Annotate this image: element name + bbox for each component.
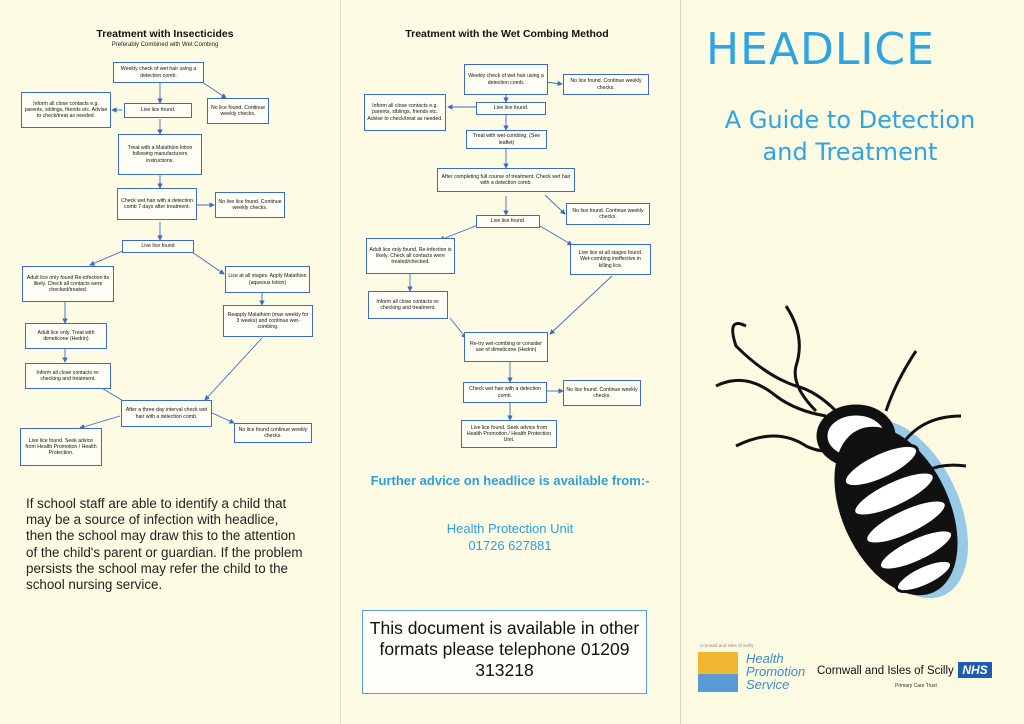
- left-box-seek-advice: Live lice found. Seek advice from Health Promotion / Health Protection.: [20, 428, 102, 466]
- left-box-inform-close: Inform all close contacts e.g. parents, siblings, friends etc. Advise to check/treat as needed.: [21, 92, 111, 128]
- left-box-three-day-check: After a three-day interval check wet hair with a detection comb.: [121, 400, 212, 427]
- mid-box-lice-all-stages: Live lice at all stages found. Wet-combing ineffective in killing lice.: [570, 244, 651, 275]
- left-box-reapply-malathion: Reapply Malathion (max weekly for 3 weeks) and continue wet-combing.: [223, 305, 313, 337]
- mid-box-no-lice-3: No lice found. Continue weekly checks.: [563, 380, 641, 406]
- mid-box-after-course: After completing full course of treatment. Check wet hair with a detection comb.: [437, 168, 575, 192]
- left-box-treat-malathion: Treat with a Malathion lotion following manufacturers instructions.: [118, 134, 202, 175]
- health-promotion-logo: [698, 652, 738, 692]
- left-box-live-lice-found-2: Live lice found: [122, 240, 194, 253]
- left-box-live-lice-found: Live lice found.: [124, 103, 192, 118]
- hpu-name: Health Protection Unit: [446, 521, 574, 536]
- mid-box-weekly-check: Weekly check of wet hair using a detection comb.: [464, 64, 548, 95]
- left-box-adult-lice-reinfection: Adult lice only found Re-infection its likely. Check all contacts were checked/treated.: [22, 266, 114, 302]
- health-promotion-service-name: Health Promotion Service: [746, 651, 806, 692]
- left-box-check-wet-hair: Check wet hair with a detection comb 7 days after treatment.: [117, 188, 197, 220]
- left-box-no-live-lice: No live lice found. Continue weekly checks.: [215, 192, 285, 218]
- hps-logo-caption: Cornwall and Isles of Scilly: [700, 643, 754, 648]
- nhs-logo: NHS: [958, 662, 992, 678]
- cover-subtitle: A Guide to Detection and Treatment: [724, 106, 976, 166]
- insecticide-title: Treatment with Insecticides: [96, 28, 234, 40]
- mid-box-no-lice-2: No lice found. Continue weekly checks.: [566, 203, 650, 225]
- hpu-phone: 01726 627881: [468, 538, 552, 553]
- trust-name: Cornwall and Isles of Scilly: [817, 665, 954, 677]
- mid-box-live-lice-found-2: Live lice found.: [476, 215, 540, 228]
- cover-title: HEADLICE: [706, 24, 935, 75]
- mid-box-adult-lice-only: Adult lice only found. Re-infection is likely. Check all contacts were treated/checked.: [366, 238, 455, 274]
- mid-box-retry: Re-try wet-combing or consider use of dimeticone (Hedrin): [464, 332, 548, 362]
- further-advice-heading: Further advice on headlice is available from:-: [370, 473, 650, 488]
- left-box-lice-all-stages: Lice at all stages. Apply Malathion (aqueous lotion): [225, 266, 310, 293]
- mid-box-check-wet-hair: Check wet hair with a detection comb.: [463, 382, 547, 403]
- mid-box-no-lice-1: No lice found. Continue weekly checks.: [563, 74, 649, 95]
- left-box-no-lice-continue: No lice found continue weekly checks.: [234, 423, 312, 443]
- mid-box-treat-wet-combing: Treat with wet-combing. (See leaflet): [466, 130, 547, 149]
- hpu-contact: [360, 520, 660, 554]
- left-box-adult-lice-dimeticone: Adult lice only. Treat with dimeticone (Hedrin): [25, 323, 107, 349]
- mid-box-inform-close: Inform all close contacts e.g. parents, siblings, friends etc. Advise to check/treat as needed.: [364, 94, 446, 131]
- louse-illustration: [706, 296, 996, 616]
- insecticide-subtitle: Preferably Combined with Wet Combing: [111, 42, 219, 48]
- trust-type: Primary Care Trust: [895, 683, 937, 689]
- left-box-weekly-check: Weekly check of wet hair using a detection comb.: [113, 62, 204, 83]
- mid-box-seek-advice: Live lice found. Seek advice from Health Promotion / Health Protection Unit.: [461, 420, 557, 448]
- school-staff-paragraph: If school staff are able to identify a child that may be a source of infection with headlice, then the school may draw this to the attention of the child's parent or guardian. If the problem persists the school may refer the child to the school nursing service.: [26, 496, 303, 593]
- wet-combing-title: Treatment with the Wet Combing Method: [405, 28, 609, 40]
- left-box-inform-checking: Inform all close contacts re: checking and treatment.: [25, 363, 111, 389]
- mid-box-inform-checking: Inform all close contacts re: checking and treatment.: [368, 291, 448, 319]
- left-box-no-lice-found: No lice found. Continue weekly checks.: [207, 98, 269, 124]
- alternative-formats-box: This document is available in other formats please telephone 01209 313218: [362, 610, 647, 694]
- mid-box-live-lice-found: Live lice found.: [476, 102, 546, 115]
